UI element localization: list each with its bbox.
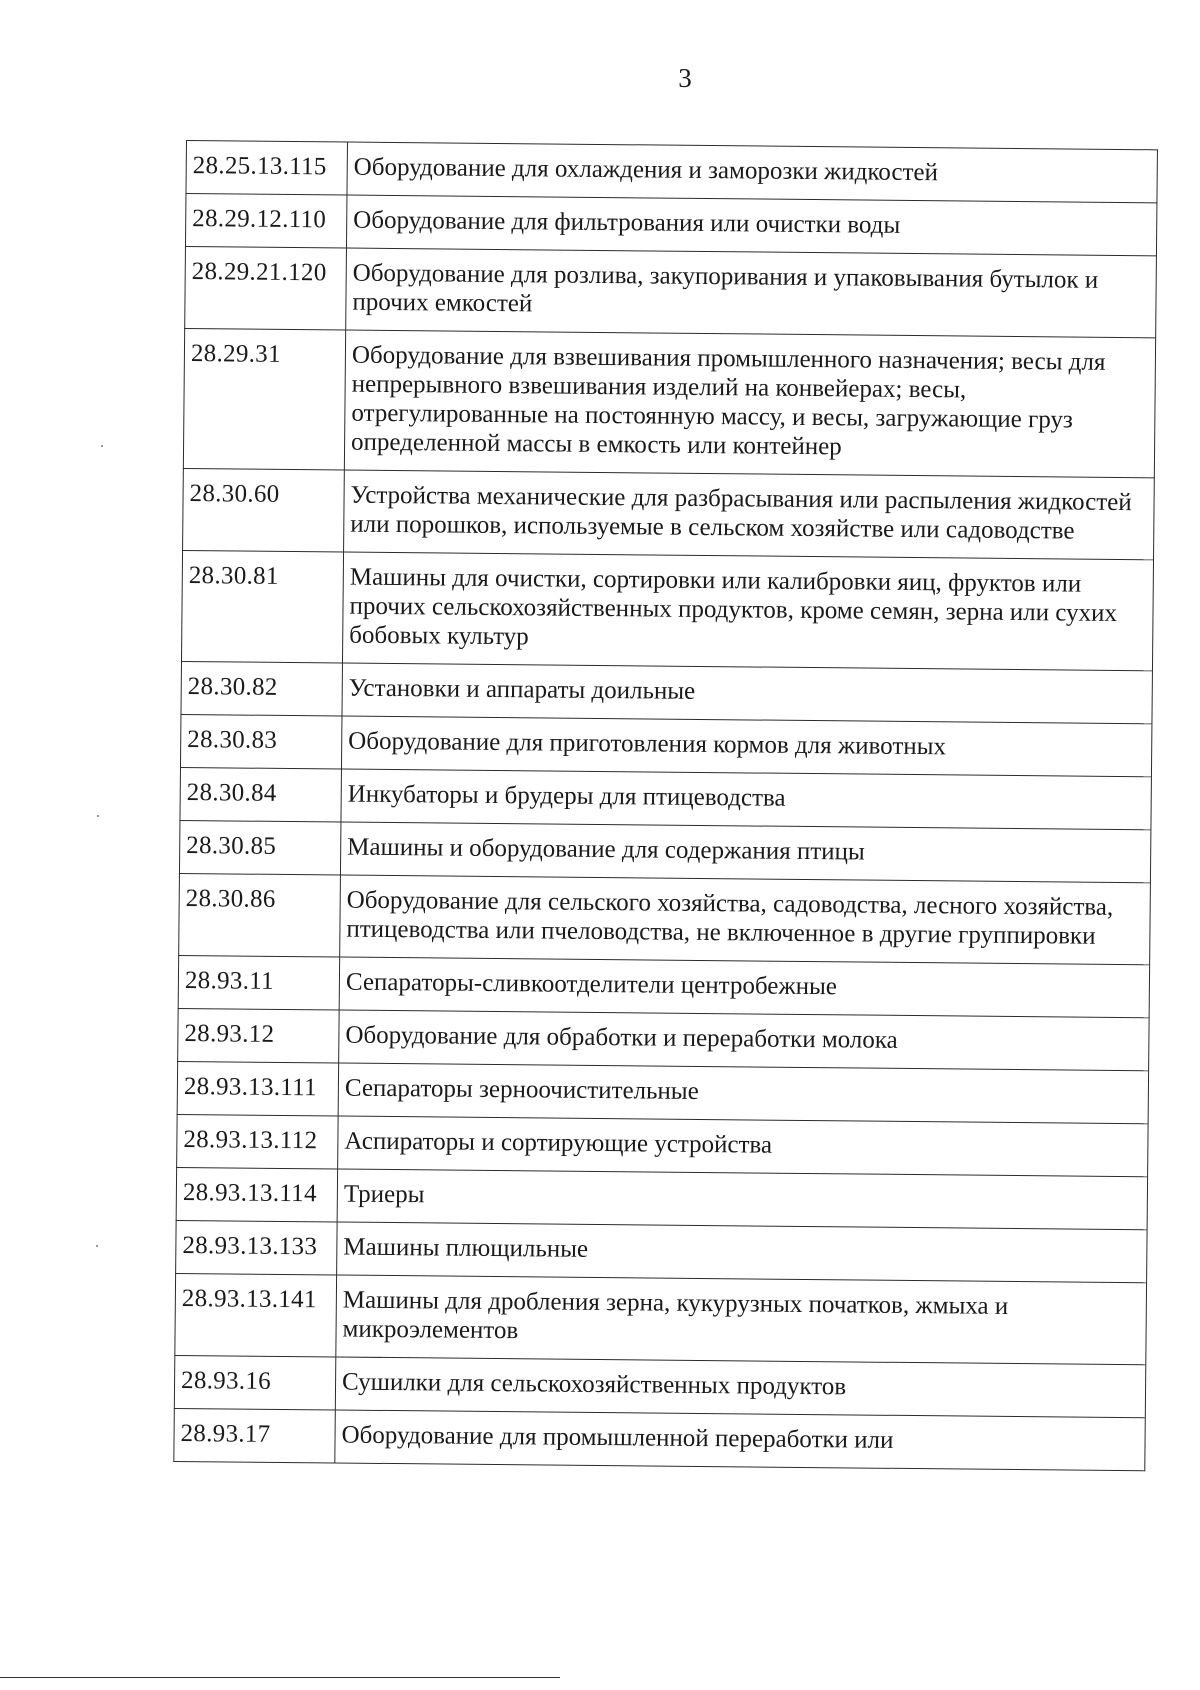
row-code: 28.93.16 [174,1355,336,1410]
table-row [179,873,1151,964]
table-row [177,1114,1148,1176]
row-description: Машины для очистки, сортировки или калибровки яиц, фруктов или прочих сельскохозяйственных продуктов, кроме семян, зерна или сухих бобовых культур [342,552,1153,671]
row-code: 28.30.81 [181,550,343,663]
classification-table [173,140,1158,1471]
row-description: Оборудование для фильтрования или очистки воды [346,195,1156,256]
row-code: 28.29.31 [183,328,345,470]
scan-speck [97,815,99,817]
row-code: 28.29.12.110 [185,194,347,249]
row-description: Сепараторы зерноочистительные [338,1063,1148,1124]
table-row [177,1061,1148,1123]
table-row [180,714,1151,776]
table-row [181,661,1152,723]
row-description: Оборудование для приготовления кормов для животных [341,716,1151,777]
row-code: 28.30.85 [179,820,341,875]
scan-speck [101,445,103,447]
row-description: Оборудование для взвешивания промышленного назначения; весы для непрерывного взвешивания изделий на конвейерах; весы, отрегулированные на постоянную массу, и весы, загружающие груз определенной массы в емкость или контейнер [344,330,1155,478]
row-code: 28.93.13.111 [177,1061,339,1116]
scan-speck [96,1245,98,1247]
table-row [185,246,1157,337]
table-row [185,194,1156,256]
row-description: Сепараторы-сливкоотделители центробежные [339,957,1149,1018]
row-description: Установки и аппараты доильные [342,663,1152,724]
table-row [174,1355,1145,1417]
row-code: 28.93.11 [178,955,340,1010]
table-body [174,141,1158,1471]
row-description: Аспираторы и сортирующие устройства [338,1116,1148,1177]
row-description: Оборудование для розлива, закупоривания и упаковывания бутылок и прочих емкостей [346,248,1157,338]
table-row [176,1220,1147,1282]
table-row [176,1167,1147,1229]
row-description: Машины плющильные [337,1222,1147,1283]
row-description: Устройства механические для разбрасывания или распыления жидкостей или порошков, используемые в сельском хозяйстве или садоводстве [344,470,1155,560]
row-code: 28.93.13.112 [177,1114,339,1169]
row-description: Триеры [337,1169,1147,1230]
row-code: 28.93.12 [178,1008,340,1063]
row-description: Сушилки для сельскохозяйственных продуктов [335,1357,1145,1418]
row-description: Машины и оборудование для содержания птицы [340,822,1150,883]
row-code: 28.93.13.114 [176,1167,338,1222]
row-description: Инкубаторы и брудеры для птицеводства [341,769,1151,830]
row-description: Машины для дробления зерна, кукурузных початков, жмыха и микроэлементов [336,1275,1147,1365]
table-row [174,1408,1145,1470]
table-row [181,550,1153,670]
row-code: 28.93.17 [174,1408,336,1463]
row-description: Оборудование для охлаждения и заморозки жидкостей [347,142,1157,203]
row-code: 28.30.84 [180,767,342,822]
row-code: 28.30.82 [181,661,343,716]
table-row [175,1273,1147,1364]
row-code: 28.30.86 [179,873,341,957]
table-row [186,141,1157,203]
table-row [178,955,1149,1017]
row-code: 28.30.83 [180,714,342,769]
classification-table-wrapper [173,140,1158,1471]
table-row [178,1008,1149,1070]
row-code: 28.30.60 [183,468,345,552]
table-row [183,328,1155,477]
row-code: 28.29.21.120 [185,246,347,330]
row-description: Оборудование для обработки и переработки молока [339,1010,1149,1071]
row-description: Оборудование для промышленной переработки или [335,1410,1145,1471]
row-description: Оборудование для сельского хозяйства, садоводства, лесного хозяйства, птицеводства или пчеловодства, не включенное в другие группировки [340,875,1151,965]
row-code: 28.93.13.133 [176,1220,338,1275]
row-code: 28.25.13.115 [186,141,348,196]
table-row [183,468,1155,559]
row-code: 28.93.13.141 [175,1273,337,1357]
page-number: 3 [678,63,692,93]
footer-rule [0,1677,560,1678]
table-row [179,820,1150,882]
table-row [180,767,1151,829]
